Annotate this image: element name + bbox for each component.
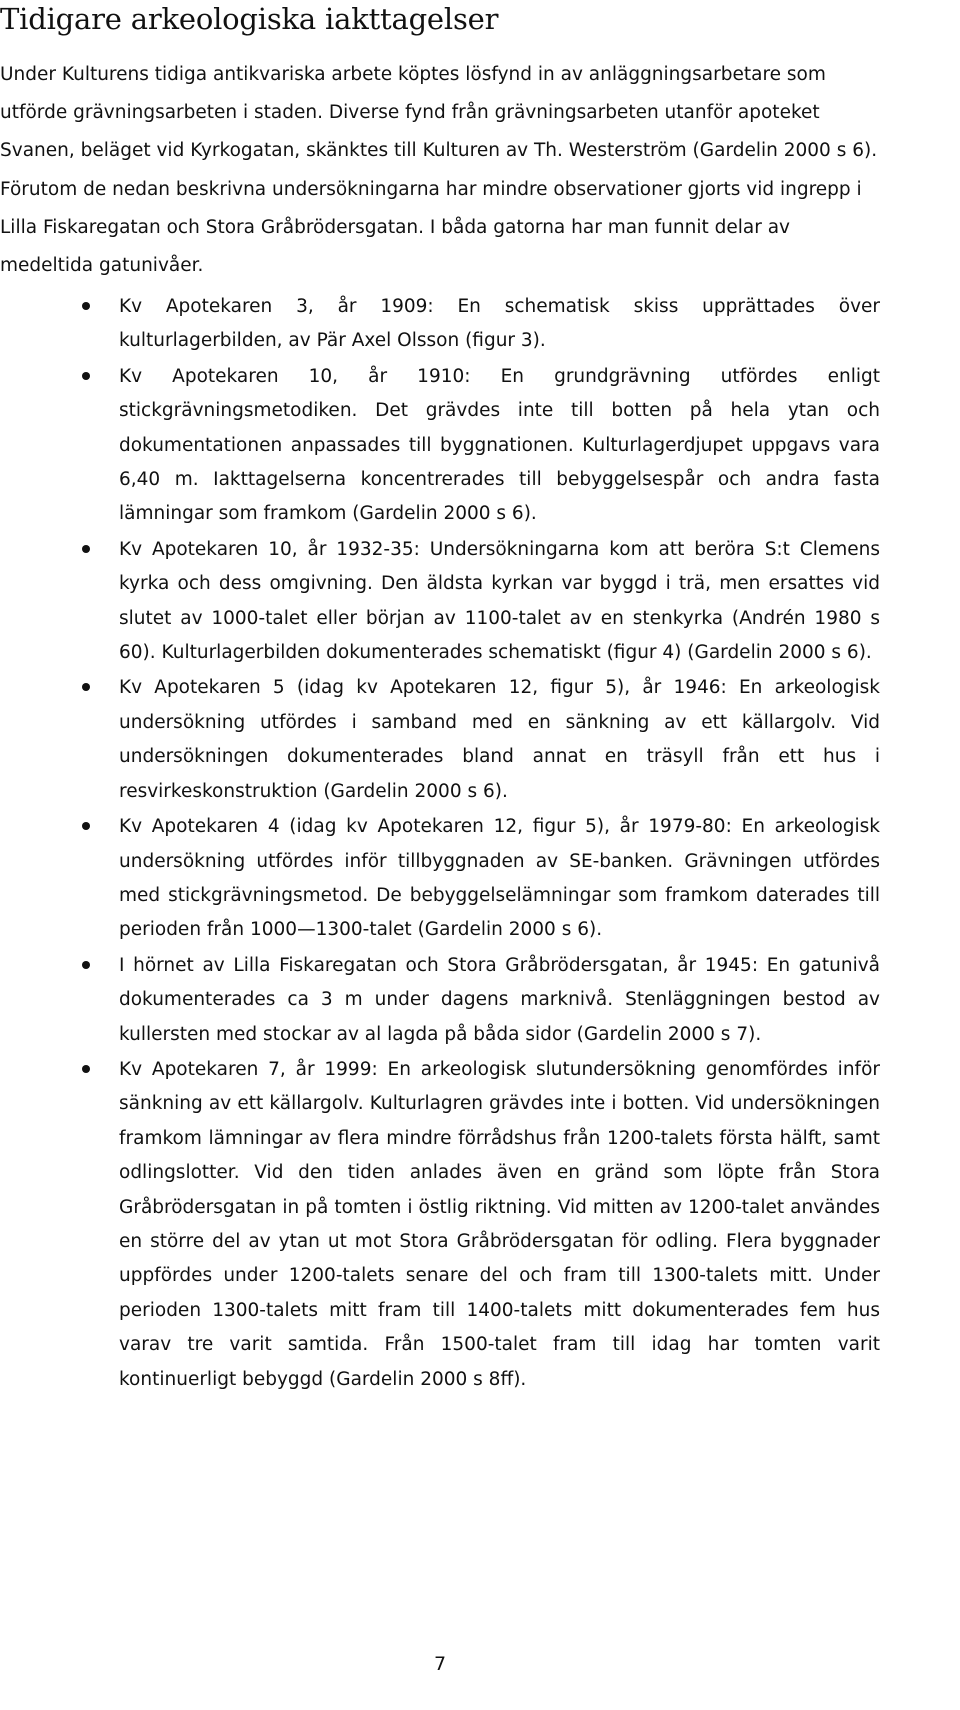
- list-item: [0, 1053, 880, 1397]
- list-item-text: Kv Apotekaren 5 (idag kv Apotekaren 12, figur 5), år 1946: En arkeologisk undersökning utfördes i samband med en sänkning av ett källargolv. Vid undersökningen dokumenterades bland annat en träsyll från ett hus i resvirkeskonstruktion (Gardelin 2000 s 6).: [119, 677, 880, 802]
- bullet-dot-icon: [82, 1065, 90, 1073]
- page-number: 7: [433, 1653, 447, 1675]
- list-item: [0, 671, 880, 809]
- list-item-text: Kv Apotekaren 4 (idag kv Apotekaren 12, figur 5), år 1979-80: En arkeologisk undersökning utfördes inför tillbyggnaden av SE-banken. Grävningen utfördes med stickgrävningsmetod. De bebyggelselämningar som framkom daterades till perioden från 1000—1300-talet (Gardelin 2000 s 6).: [119, 816, 880, 941]
- list-item-text: Kv Apotekaren 3, år 1909: En schematisk skiss upprättades över kulturlagerbilden, av Pär Axel Olsson (figur 3).: [119, 296, 880, 352]
- list-item: [0, 290, 880, 359]
- observation-list: [0, 290, 880, 1398]
- list-item: [0, 533, 880, 671]
- list-item: [0, 360, 880, 532]
- bullet-dot-icon: [82, 545, 90, 553]
- list-item-text: I hörnet av Lilla Fiskaregatan och Stora Gråbrödersgatan, år 1945: En gatunivå dokumenterades ca 3 m under dagens marknivå. Stenläggningen bestod av kullersten med stockar av al lagda på båda sidor (Gardelin 2000 s 7).: [119, 954, 880, 1045]
- list-item-text: Kv Apotekaren 10, år 1932-35: Undersökningarna kom att beröra S:t Clemens kyrka och dess omgivning. Den äldsta kyrkan var byggd i trä, men ersattes vid slutet av 1000-talet eller början av 1100-talet av en stenkyrka (Andrén 1980 s 60). Kulturlagerbilden dokumenterades schematiskt (figur 4) (Gardelin 2000 s 6).: [119, 538, 880, 664]
- bullet-dot-icon: [82, 302, 90, 310]
- list-item-text: Kv Apotekaren 7, år 1999: En arkeologisk slutundersökning genomfördes inför sänkning av ett källargolv. Kulturlagren grävdes inte i botten. Vid undersökningen framkom lämningar av flera mindre förrådshus från 1200-talets första hälft, samt odlingslotter. Vid den tiden anlades även en gränd som löpte från Stora Gråbrödersgatan in på tomten i östlig riktning. Vid mitten av 1200-talet användes en större del av ytan ut mot Stora Gråbrödersgatan för odling. Flera byggnader uppfördes under 1200-talets senare del och fram till 1300-talets mitt. Under perioden 1300-talets mitt fram till 1400-talets mitt dokumenterades fem hus varav tre varit samtida. Från 1500-talet fram till idag har tomten varit kontinuerligt bebyggd (Gardelin 2000 s 8ff).: [119, 1058, 880, 1390]
- list-item: [0, 949, 880, 1052]
- section-heading: Tidigare arkeologiska iakttagelser: [0, 2, 499, 36]
- bullet-dot-icon: [82, 961, 90, 969]
- intro-paragraph: Under Kulturens tidiga antikvariska arbete köptes lösfynd in av anläggningsarbetare som utförde grävningsarbeten i staden. Diverse fynd från grävningsarbeten utanför apoteket Svanen, beläget vid Kyrkogatan, skänktes till Kulturen av Th. Westerström (Gardelin 2000 s 6). Förutom de nedan beskrivna undersökningarna har mindre observationer gjorts vid ingrepp i Lilla Fiskaregatan och Stora Gråbrödersgatan. I båda gatorna har man funnit delar av medeltida gatunivåer.: [0, 64, 878, 277]
- bullet-dot-icon: [82, 822, 90, 830]
- list-item: [0, 810, 880, 948]
- list-item-text: Kv Apotekaren 10, år 1910: En grundgrävning utfördes enligt stickgrävningsmetodiken. Det grävdes inte till botten på hela ytan och dokumentationen anpassades till byggnationen. Kulturlagerdjupet uppgavs vara 6,40 m. Iakttagelserna koncentrerades till bebyggelsespår och andra fasta lämningar som framkom (Gardelin 2000 s 6).: [119, 365, 880, 525]
- bullet-dot-icon: [82, 372, 90, 380]
- bullet-dot-icon: [82, 683, 90, 691]
